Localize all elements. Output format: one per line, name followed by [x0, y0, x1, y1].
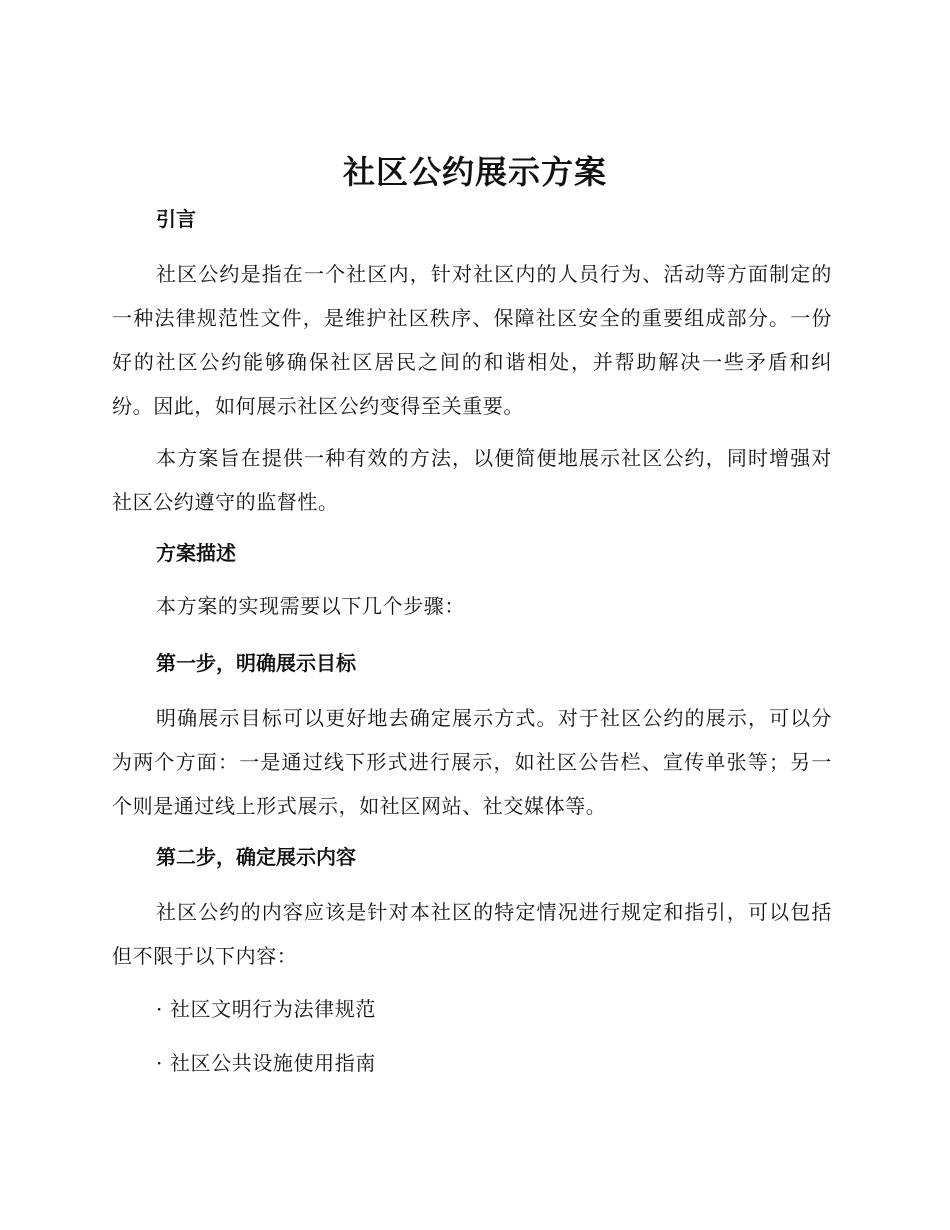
section-heading-step1: 第一步，明确展示目标: [156, 651, 356, 675]
list-item: · 社区公共设施使用指南: [156, 1051, 376, 1075]
paragraph-plan-1: 本方案的实现需要以下几个步骤：: [156, 594, 465, 618]
list-item: · 社区文明行为法律规范: [156, 997, 376, 1021]
section-heading-plan: 方案描述: [156, 541, 236, 565]
section-heading-step2: 第二步，确定展示内容: [156, 845, 356, 869]
paragraph-intro-1: 社区公约是指在一个社区内，针对社区内的人员行为、活动等方面制定的一种法律规范性文件，是维护社区秩序、保障社区安全的重要组成部分。一份好的社区公约能够确保社区居民之间的和谐相处，并帮助解决一些矛盾和纠纷。因此，如何展示社区公约变得至关重要。: [112, 262, 832, 418]
paragraph-intro-2: 本方案旨在提供一种有效的方法，以便简便地展示社区公约，同时增强对社区公约遵守的监督性。: [112, 446, 832, 514]
paragraph-step1-1: 明确展示目标可以更好地去确定展示方式。对于社区公约的展示，可以分为两个方面：一是通过线下形式进行展示，如社区公告栏、宣传单张等；另一个则是通过线上形式展示，如社区网站、社交媒体等。: [112, 706, 832, 818]
paragraph-step2-1: 社区公约的内容应该是针对本社区的特定情况进行规定和指引，可以包括但不限于以下内容：: [112, 900, 832, 968]
document-title: 社区公约展示方案: [342, 153, 607, 191]
section-heading-intro: 引言: [156, 207, 196, 231]
